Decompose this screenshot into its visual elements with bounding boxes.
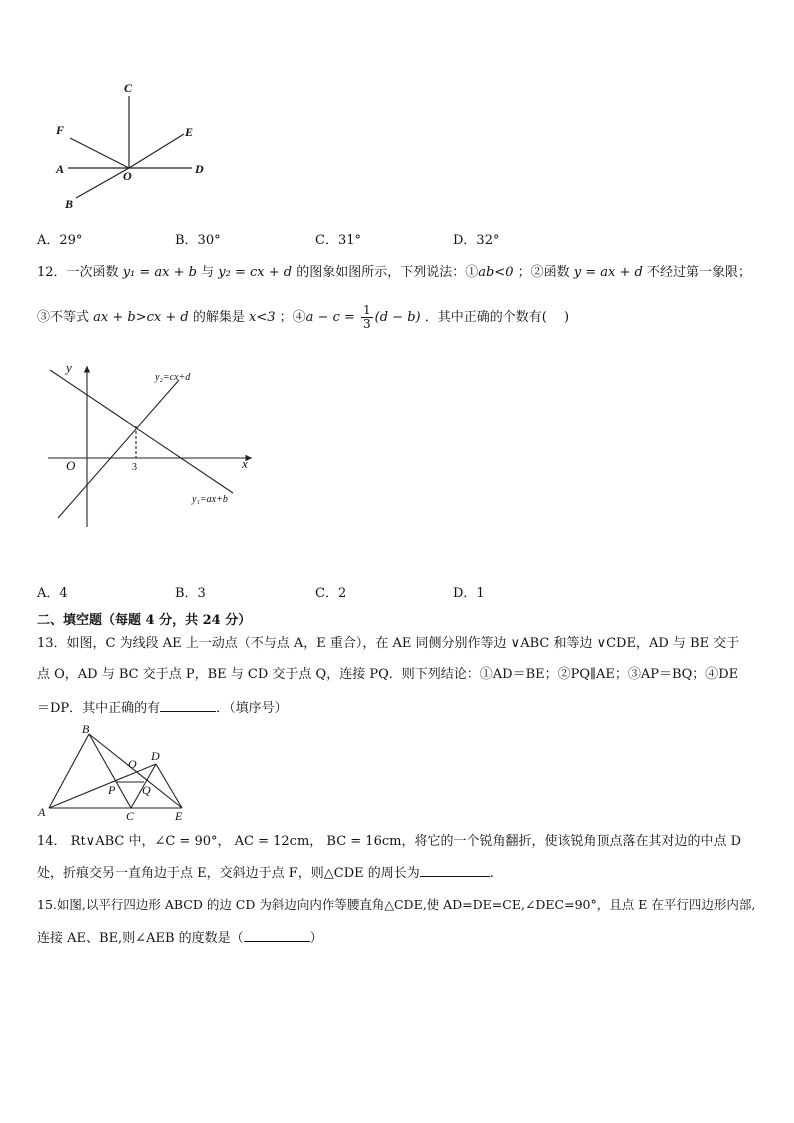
q12-option-c[interactable]: C．2 <box>315 586 347 601</box>
q15-line1: 15.如图,以平行四边形 ABCD 的边 CD 为斜边向内作等腰直角△CDE,使 AD=DE=CE,∠DEC=90°，且点 E 在平行四边形内部, <box>37 897 756 912</box>
label-Q: Q <box>142 783 151 797</box>
q14-line2 <box>37 862 494 883</box>
label-O: O <box>123 169 132 183</box>
q13-line1: 13．如图，C 为线段 AE 上一动点（不与点 A，E 重合），在 AE 同侧分别作等边 ∨ABC 和等边 ∨CDE，AD 与 BE 交于 <box>37 636 740 651</box>
q13-text: ＝DP．其中正确的有 <box>37 701 161 716</box>
q12-text: ③不等式 <box>37 310 90 325</box>
equilateral-triangles-figure <box>36 722 196 822</box>
q11-option-c[interactable]: C．31° <box>315 233 361 248</box>
q12-function: y = ax + d <box>573 265 643 280</box>
line-y2 <box>58 380 179 518</box>
q12-text: 的图象如图所示，下列说法：① <box>296 265 479 280</box>
q12-text: 的解集是 <box>192 310 245 325</box>
q15-text: ） <box>309 931 323 946</box>
line-y1 <box>50 370 233 493</box>
label-C: C <box>126 809 135 822</box>
q12-text: 不经过第一象限； <box>646 265 751 280</box>
q12-text: 12．一次函数 <box>37 265 119 280</box>
q13-text: ．（填序号） <box>216 701 288 716</box>
angle-figure <box>40 76 230 216</box>
q11-option-d[interactable]: D．32° <box>453 233 500 248</box>
q12-line1 <box>37 264 751 282</box>
label-F: F <box>56 123 65 137</box>
label-P: P <box>108 783 116 797</box>
q15-answer-blank[interactable] <box>244 927 310 942</box>
q12-option-a[interactable]: A．4 <box>37 586 68 601</box>
segment-AB <box>49 734 89 808</box>
q12-y1: y₁ = ax + b <box>122 265 197 280</box>
q14-text: 处，折痕交另一直角边于点 E，交斜边于点 F，则△CDE 的周长为 <box>37 866 420 881</box>
q12-y2: y₂ = cx + d <box>218 265 293 280</box>
q12-ab: ab<0 <box>478 265 514 280</box>
line-y2-label: y₂=cx+d <box>155 372 191 383</box>
q11-option-b[interactable]: B．30° <box>175 233 221 248</box>
q12-option-b[interactable]: B．3 <box>175 586 206 601</box>
ray-OB <box>76 168 129 198</box>
q14-answer-blank[interactable] <box>420 862 490 877</box>
q11-option-a[interactable]: A．29° <box>37 233 83 248</box>
label-E: E <box>175 809 183 822</box>
q12-option-d[interactable]: D．1 <box>453 586 485 601</box>
q15-line2 <box>37 927 323 948</box>
q12-equation-left: a − c = <box>305 310 355 325</box>
ray-OE <box>129 134 184 168</box>
section-heading: 二、填空题（每题 4 分，共 24 分） <box>37 613 252 628</box>
q12-text: ；②函数 <box>517 265 570 280</box>
label-B: B <box>82 722 90 736</box>
fraction-denominator: 3 <box>363 317 371 331</box>
q14-text: . <box>489 866 494 881</box>
label-A: A <box>38 805 46 819</box>
segment-AD <box>49 764 156 808</box>
y-axis-label: y <box>66 360 72 375</box>
q12-text: ；④ <box>279 310 306 325</box>
q13-line3 <box>37 697 288 718</box>
fraction-numerator: 1 <box>363 303 371 317</box>
label-C: C <box>124 81 133 95</box>
linear-graph-figure <box>40 352 270 542</box>
q12-solution: x<3 <box>249 310 276 325</box>
line-y1-label: y₁=ax+b <box>192 494 228 505</box>
q15-text: 连接 AE、BE,则∠AEB 的度数是（ <box>37 931 244 946</box>
q13-line2: 点 O，AD 与 BC 交于点 P，BE 与 CD 交于点 Q，连接 PQ．则下列结论：①AD＝BE；②PQ∥AE；③AP＝BQ；④DE <box>37 667 739 682</box>
label-D: D <box>195 162 204 176</box>
q12-inequality: ax + b>cx + d <box>93 310 189 325</box>
label-D: D <box>151 749 160 763</box>
segment-DE <box>156 764 182 808</box>
tick-3-label: 3 <box>132 462 137 473</box>
q13-answer-blank[interactable] <box>160 697 216 712</box>
label-A: A <box>56 162 65 176</box>
q12-line2 <box>37 304 569 331</box>
q12-fraction <box>361 304 373 331</box>
q12-text: ．其中正确的个数有( ) <box>424 310 570 325</box>
label-O: O <box>128 757 137 771</box>
segment-BE <box>89 734 182 808</box>
q12-equation-right: (d − b) <box>374 310 421 325</box>
label-E: E <box>185 125 194 139</box>
x-axis-label: x <box>242 456 248 471</box>
label-B: B <box>65 197 74 211</box>
ray-OF <box>70 138 129 168</box>
q12-text: 与 <box>201 265 215 280</box>
q14-line1: 14． Rt∨ABC 中，∠C = 90°， AC = 12cm， BC = 16cm，将它的一个锐角翻折，使该锐角顶点落在其对边的中点 D <box>37 834 742 849</box>
origin-label: O <box>66 458 76 473</box>
